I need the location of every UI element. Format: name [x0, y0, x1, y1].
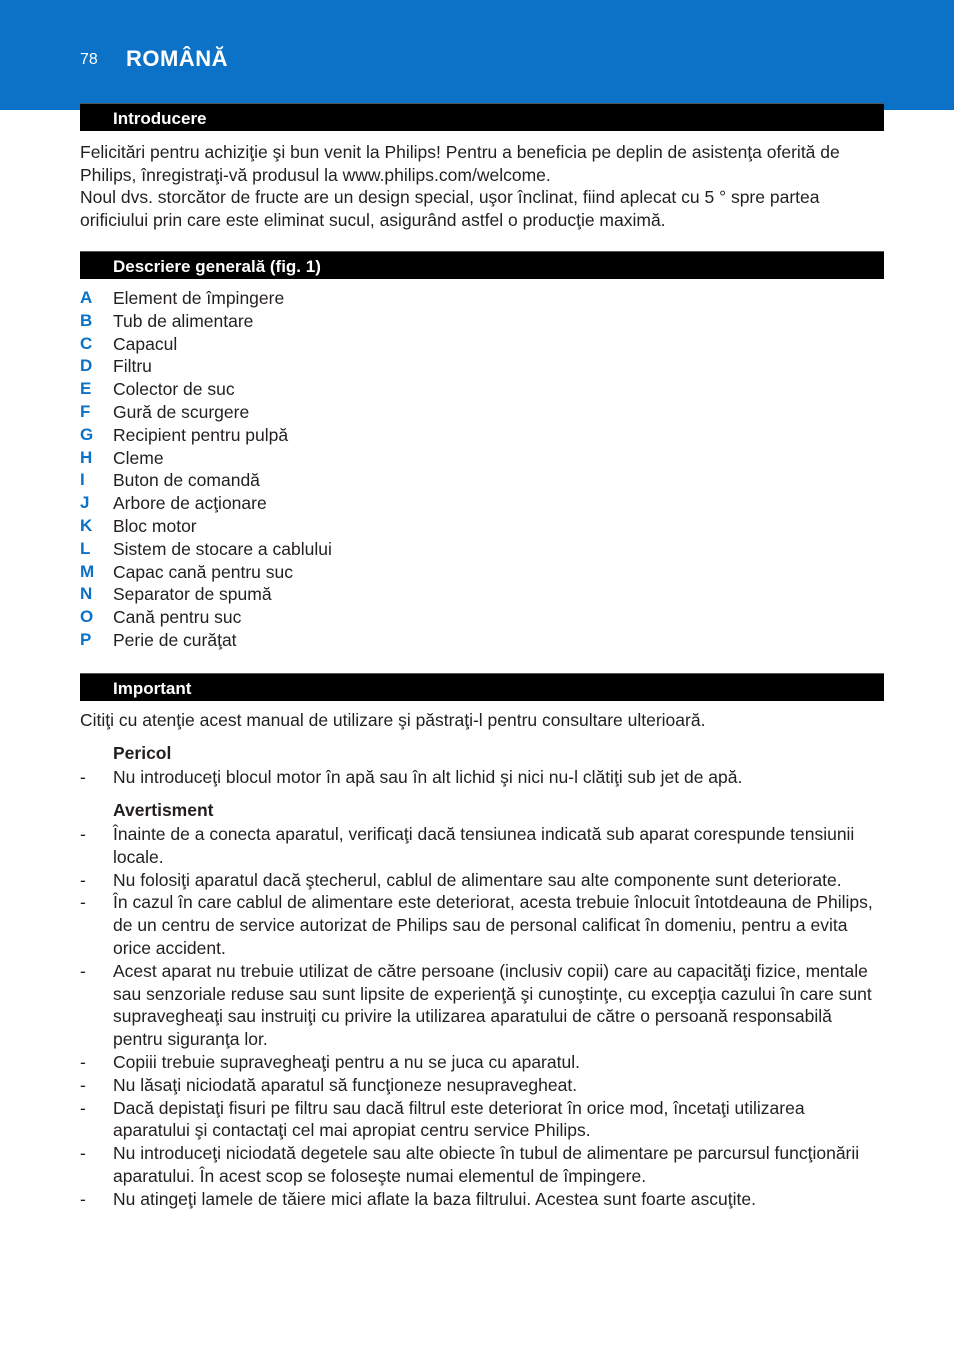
item-text: Perie de curăţat [113, 629, 237, 650]
item-letter: M [80, 561, 95, 581]
header-bar [0, 0, 954, 110]
item-letter: O [80, 607, 94, 627]
item-text: Buton de comandă [113, 470, 260, 491]
item-text: Gură de scurgere [113, 401, 250, 422]
item-text: Cleme [113, 447, 164, 468]
item-letter: K [80, 515, 93, 535]
dash-marker: - [80, 1188, 86, 1209]
list-item [80, 583, 480, 606]
bullet-item [80, 891, 880, 959]
item-letter: I [80, 470, 85, 490]
item-text: Arbore de acţionare [113, 493, 267, 514]
intro-paragraph-1: Felicitări pentru achiziţie şi bun venit la Philips! Pentru a beneficia pe deplin de asistenţa oferită de Philips, înregistraţi-vă produsul la www.philips.com/welcome. [80, 142, 840, 185]
bullet-item [80, 869, 880, 892]
language-title: ROMÂNĂ [126, 46, 228, 71]
item-letter: D [80, 356, 93, 376]
dash-marker: - [80, 1097, 86, 1118]
item-text: Capac cană pentru suc [113, 561, 293, 582]
danger-list [80, 766, 880, 789]
list-item [80, 629, 480, 652]
bullet-text: Acest aparat nu trebuie utilizat de către persoane (inclusiv copii) care au capacităţi fizice, mentale sau senzoriale reduse sau sunt lipsite de experienţă şi cunoştinţe, cu excepţia cazului în care sunt supravegheaţi sau instruiţi cu privire la utilizarea aparatului de către o persoană responsabilă pentru siguranţa lor. [113, 960, 872, 1050]
list-item [80, 515, 480, 538]
bullet-item [80, 960, 880, 1051]
list-item [80, 378, 480, 401]
list-item [80, 447, 480, 470]
bullet-text: Dacă depistaţi fisuri pe filtru sau dacă filtrul este deteriorat în orice mod, încetaţi utilizarea aparatului şi contactaţi cel mai apropiat centru service Philips. [113, 1097, 805, 1141]
item-text: Cană pentru suc [113, 607, 242, 628]
dash-marker: - [80, 1051, 86, 1072]
item-letter: P [80, 629, 92, 649]
dash-marker: - [80, 824, 86, 844]
section-title: Introducere [113, 109, 207, 128]
list-item [80, 469, 480, 492]
item-letter: F [80, 401, 91, 421]
list-item [80, 287, 480, 310]
bullet-item [80, 1188, 880, 1211]
section-header-overview [80, 251, 884, 279]
item-letter: N [80, 584, 93, 604]
item-letter: L [80, 538, 91, 558]
bullet-text: Nu folosiţi aparatul dacă ştecherul, cablul de alimentare sau alte componente sunt deteriorate. [113, 869, 842, 890]
item-letter: C [80, 333, 93, 353]
item-letter: H [80, 447, 93, 467]
item-letter: B [80, 310, 93, 330]
bullet-item [80, 823, 880, 869]
bullet-text: Nu atingeţi lamele de tăiere mici aflate la baza filtrului. Acestea sunt foarte ascuţite. [113, 1188, 756, 1209]
item-text: Recipient pentru pulpă [113, 424, 289, 445]
danger-heading: Pericol [113, 743, 172, 763]
dash-marker: - [80, 1074, 86, 1095]
item-letter: G [80, 424, 94, 444]
dash-marker: - [80, 869, 86, 890]
item-text: Filtru [113, 356, 152, 377]
list-item [80, 401, 480, 424]
list-item [80, 538, 480, 561]
item-text: Tub de alimentare [113, 310, 254, 331]
dash-marker: - [80, 960, 86, 981]
list-item [80, 492, 480, 515]
item-text: Sistem de stocare a cablului [113, 538, 332, 559]
item-letter: E [80, 379, 92, 399]
dash-marker: - [80, 892, 86, 913]
section-title: Descriere generală (fig. 1) [113, 257, 321, 276]
bullet-item [80, 1051, 880, 1074]
bullet-text: Nu lăsaţi niciodată aparatul să funcţioneze nesupravegheat. [113, 1074, 578, 1095]
bullet-item [80, 1142, 880, 1188]
item-text: Element de împingere [113, 288, 285, 308]
warning-list [80, 823, 880, 1211]
item-text: Bloc motor [113, 515, 197, 536]
parts-list [80, 287, 480, 652]
list-item [80, 424, 480, 447]
important-intro: Citiţi cu atenţie acest manual de utilizare şi păstraţi-l pentru consultare ulterioară. [80, 710, 706, 730]
item-text: Capacul [113, 333, 178, 354]
bullet-item [80, 766, 880, 789]
list-item [80, 355, 480, 378]
intro-paragraph-2: Noul dvs. storcător de fructe are un design special, uşor înclinat, fiind aplecat cu 5 ° spre partea orificiului prin care este eliminat sucul, asigurând astfel o producţie maximă. [80, 187, 820, 230]
bullet-text: Nu introduceţi blocul motor în apă sau în alt lichid şi nici nu-l clătiţi sub jet de apă. [113, 767, 743, 787]
item-letter: J [80, 493, 90, 513]
bullet-text: Nu introduceţi niciodată degetele sau alte obiecte în tubul de alimentare pe parcursul funcţionării aparatului. În acest scop se foloseşte numai elementul de împingere. [113, 1143, 860, 1186]
list-item [80, 606, 480, 629]
item-text: Colector de suc [113, 379, 235, 400]
warning-heading: Avertisment [113, 800, 214, 820]
list-item [80, 333, 480, 356]
dash-marker: - [80, 767, 86, 787]
list-item [80, 310, 480, 333]
bullet-text: Înainte de a conecta aparatul, verificaţi dacă tensiunea indicată sub aparat corespunde tensiunii locale. [113, 824, 855, 867]
page-number: 78 [80, 51, 98, 68]
section-title: Important [113, 679, 192, 698]
item-text: Separator de spumă [113, 584, 272, 605]
bullet-text: În cazul în care cablul de alimentare este deteriorat, acesta trebuie înlocuit întotdeauna de Philips, de un centru de service autorizat de Philips sau de personal calificat în domeniu, pentru a evita orice accident. [113, 892, 873, 958]
bullet-text: Copiii trebuie supravegheaţi pentru a nu se juca cu aparatul. [113, 1051, 580, 1072]
bullet-item [80, 1097, 880, 1143]
list-item [80, 561, 480, 584]
item-letter: A [80, 288, 93, 307]
bullet-item [80, 1074, 880, 1097]
section-header-introduction [80, 103, 884, 131]
section-header-important [80, 673, 884, 701]
dash-marker: - [80, 1143, 86, 1164]
